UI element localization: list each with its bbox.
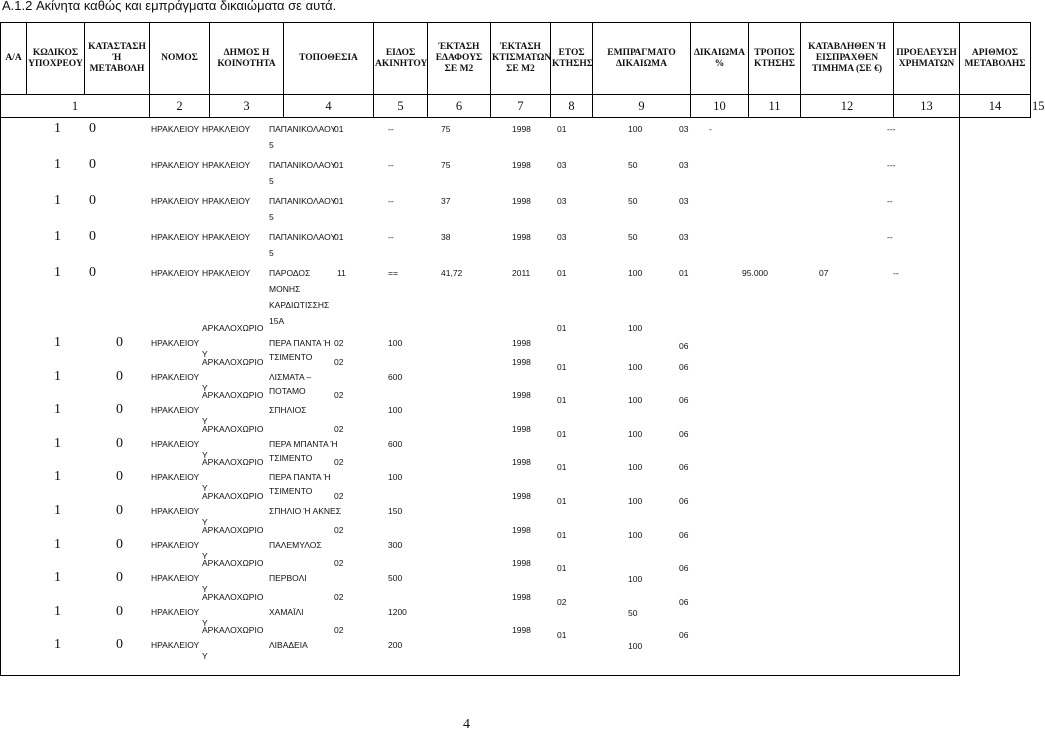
- header-pososto: ΔΙΚΑΙΩΜΑ %: [691, 23, 749, 95]
- header-edafos: ΈΚΤΑΣΗ ΕΔΑΦΟΥΣ ΣΕ Μ2: [428, 23, 491, 95]
- header-eidos: ΕΙΔΟΣ ΑΚΙΝΗΤΟΥ: [374, 23, 428, 95]
- row-tropos: 03: [679, 124, 689, 134]
- row-etos: 1998: [512, 591, 531, 602]
- row-tropos: 06: [679, 341, 689, 351]
- row-pososto: 50: [628, 607, 638, 618]
- row-etos: 1998: [512, 196, 531, 206]
- row-tropos: 06: [679, 428, 689, 439]
- row-pososto: 100: [628, 496, 643, 506]
- row-code: 0: [116, 435, 123, 451]
- row-dikaioma: 01: [557, 323, 567, 333]
- row-tropos: 03: [679, 232, 689, 242]
- row-topothesia: ΧΑΜΑΪΛΙ: [269, 606, 304, 617]
- row-nomos: ΗΡΑΚΛΕΙΟΥ: [151, 160, 200, 170]
- row-dikaioma: 01: [557, 361, 567, 372]
- row-code: 0: [116, 570, 123, 586]
- row-dimos: ΑΡΚΑΛΟΧΩΡΙΟ: [202, 356, 264, 367]
- row-code: 0: [89, 121, 96, 136]
- row-dimos: ΑΡΚΑΛΟΧΩΡΙΟ: [202, 558, 264, 569]
- colnum-10: 10: [691, 95, 749, 118]
- row-tropos: 06: [679, 630, 689, 641]
- row-etos: 1998: [512, 491, 531, 501]
- colnum-11: 11: [749, 95, 801, 118]
- row-eidos: 01: [334, 160, 344, 170]
- row-dikaioma: 01: [557, 529, 567, 540]
- row-dimos: ΑΡΚΑΛΟΧΩΡΙΟ: [202, 390, 264, 401]
- row-eidos: 02: [334, 591, 344, 602]
- header-dikaioma: ΕΜΠΡΑΓΜΑΤΟ ΔΙΚΑΙΩΜΑ: [593, 23, 691, 95]
- row-etos: 2011: [512, 268, 531, 278]
- row-topothesia: ΠΑΠΑΝΙΚΟΛΑΟΥ: [269, 196, 337, 206]
- row-dimos-2: Υ: [202, 382, 208, 393]
- row-topothesia: ΠΕΡΑ ΠΑΝΤΑ Ή: [269, 472, 331, 483]
- row-aa: 1: [54, 157, 61, 172]
- row-etos: 1998: [512, 338, 531, 348]
- row-code: 0: [89, 193, 96, 208]
- row-nomos: ΗΡΑΚΛΕΙΟΥ: [151, 232, 200, 242]
- row-nomos: ΗΡΑΚΛΕΙΟΥ: [151, 338, 200, 348]
- row-nomos: ΗΡΑΚΛΕΙΟΥ: [151, 438, 200, 449]
- row-dikaioma: 01: [557, 496, 567, 506]
- row-pososto: 100: [628, 323, 643, 333]
- row-edafos: --: [388, 160, 394, 170]
- row-aa: 1: [54, 402, 61, 418]
- row-etos: 1998: [512, 356, 531, 367]
- row-eidos: 02: [334, 558, 344, 569]
- row-nomos: ΗΡΑΚΛΕΙΟΥ: [151, 268, 200, 278]
- row-aa: 1: [54, 435, 61, 451]
- row-ktisma: 37: [441, 196, 451, 206]
- row-topothesia: ΛΙΣΜΑΤΑ –: [269, 371, 312, 382]
- row-dikaioma: 01: [557, 428, 567, 439]
- row-topothesia: ΠΑΠΑΝΙΚΟΛΑΟΥ: [269, 124, 337, 134]
- header-metavoli: ΑΡΙΘΜΟΣ ΜΕΤΑΒΟΛΗΣ: [960, 23, 1031, 95]
- row-nomos: ΗΡΑΚΛΕΙΟΥ: [151, 506, 200, 516]
- row-topothesia-2: ΤΣΙΜΕΝΤΟ: [269, 352, 313, 362]
- row-ktisma: 75: [441, 160, 451, 170]
- row-timima: 95.000: [742, 268, 768, 278]
- row-topothesia-2: 5: [269, 176, 274, 186]
- row-pososto: 100: [628, 641, 643, 652]
- row-topothesia: ΠΕΡΑ ΠΑΝΤΑ Ή: [269, 338, 331, 348]
- row-edafos: 600: [388, 371, 403, 382]
- row-topothesia: ΣΠΗΛΙΟΣ: [269, 405, 307, 416]
- row-topothesia-2: ΜΟΝΗΣ: [269, 284, 301, 294]
- row-dikaioma: 03: [557, 196, 567, 206]
- row-dikaioma: 02: [557, 596, 567, 607]
- row-code: 0: [116, 469, 123, 485]
- row-dikaioma: 01: [557, 395, 567, 406]
- row-nomos: ΗΡΑΚΛΕΙΟΥ: [151, 405, 200, 416]
- row-dimos-2: Υ: [202, 416, 208, 427]
- row-topothesia-2: 5: [269, 140, 274, 150]
- row-ktisma: 75: [441, 124, 451, 134]
- colnum-13: 13: [894, 95, 960, 118]
- row-tropos: 06: [679, 529, 689, 540]
- row-metavoli: --: [887, 232, 893, 242]
- row-topothesia-4: 15Α: [269, 316, 285, 326]
- row-aa: 1: [54, 335, 61, 350]
- row-edafos: 100: [388, 338, 403, 348]
- row-dimos: ΑΡΚΑΛΟΧΩΡΙΟ: [202, 423, 264, 434]
- row-pososto: 50: [628, 196, 638, 206]
- property-rows: [0, 116, 960, 676]
- row-dikaioma: 01: [557, 462, 567, 473]
- row-topothesia: ΛΙΒΑΔΕΙΑ: [269, 640, 308, 651]
- row-dikaioma: 01: [557, 124, 567, 134]
- header-tropos: ΤΡΟΠΟΣ ΚΤΗΣΗΣ: [749, 23, 801, 95]
- row-tropos: 06: [679, 596, 689, 607]
- row-aa: 1: [54, 229, 61, 244]
- row-dimos: ΑΡΚΑΛΟΧΩΡΙΟ: [202, 524, 264, 535]
- header-table: Α/Α ΚΩΔΙΚΟΣ ΥΠΟΧΡΕΟΥ ΚΑΤΑΣΤΑΣΗ Ή ΜΕΤΑΒΟΛΗ ΝΟΜΟΣ ΔΗΜΟΣ Η ΚΟΙΝΟΤΗΤΑ ΤΟΠΟΘΕΣΙΑ ΕΙΔΟΣ ΑΚΙΝΗΤΟΥ ΈΚΤΑΣΗ ΕΔΑΦΟΥΣ ΣΕ Μ2 ΈΚΤΑΣΗ ΚΤΙΣΜΑΤΩΝ ΣΕ Μ2 ΕΤΟΣ ΚΤΗΣΗΣ ΕΜΠΡΑΓΜΑΤΟ ΔΙΚΑΙΩΜΑ ΔΙΚΑΙΩΜΑ % ΤΡΟΠΟΣ ΚΤΗΣΗΣ ΚΑΤΑΒΛΗΘΕΝ Ή ΕΙΣΠΡΑΧΘΕΝ ΤΙΜΗΜΑ (ΣΕ €) ΠΡΟΕΛΕΥΣΗ ΧΡΗΜΑΤΩΝ ΑΡΙΘΜΟΣ ΜΕΤΑΒΟΛΗΣ 1 2 3 4 5 6 7 8 9 10 11 12 13 14 15: [0, 22, 1031, 118]
- row-nomos: ΗΡΑΚΛΕΙΟΥ: [151, 606, 200, 617]
- row-etos: 1998: [512, 124, 531, 134]
- row-topothesia: ΣΠΗΛΙΟ Ή ΑΚΝΕΣ: [269, 506, 341, 516]
- row-dimos-2: Υ: [202, 617, 208, 628]
- row-topothesia-2: ΠΟΤΑΜΟ: [269, 385, 306, 396]
- row-eidos: 01: [334, 232, 344, 242]
- row-pososto: 100: [628, 462, 643, 473]
- row-pososto: 100: [628, 124, 643, 134]
- colnum-9: 9: [593, 95, 691, 118]
- colnum-1: 1: [1, 95, 150, 118]
- row-nomos: ΗΡΑΚΛΕΙΟΥ: [151, 640, 200, 651]
- row-code: 0: [116, 536, 123, 552]
- colnum-8: 8: [551, 95, 593, 118]
- row-eidos: 02: [334, 625, 344, 636]
- row-code: 0: [116, 637, 123, 653]
- row-eidos: 02: [334, 457, 344, 468]
- colnum-7: 7: [491, 95, 551, 118]
- row-dimos: ΗΡΑΚΛΕΙΟΥ: [202, 232, 251, 242]
- row-code: 0: [116, 503, 123, 518]
- row-eidos: 02: [334, 423, 344, 434]
- colnum-4: 4: [284, 95, 374, 118]
- row-dimos: ΗΡΑΚΛΕΙΟΥ: [202, 124, 251, 134]
- row-edafos: 200: [388, 640, 403, 651]
- row-eidos: 01: [334, 124, 344, 134]
- row-aa: 1: [54, 193, 61, 208]
- row-topothesia: ΠΑΡΟΔΟΣ: [269, 268, 311, 278]
- row-etos: 1998: [512, 160, 531, 170]
- row-metavoli: --: [893, 268, 899, 278]
- header-timima: ΚΑΤΑΒΛΗΘΕΝ Ή ΕΙΣΠΡΑΧΘΕΝ ΤΙΜΗΜΑ (ΣΕ €): [801, 23, 894, 95]
- row-tropos: 01: [679, 268, 689, 278]
- row-etos: 1998: [512, 457, 531, 468]
- row-dimos: ΗΡΑΚΛΕΙΟΥ: [202, 268, 251, 278]
- row-dimos: ΑΡΚΑΛΟΧΩΡΙΟ: [202, 591, 264, 602]
- row-dimos: ΑΡΚΑΛΟΧΩΡΙΟ: [202, 491, 264, 501]
- row-dimos-2: Υ: [202, 517, 208, 527]
- row-dimos-2: Υ: [202, 584, 208, 595]
- row-tropos: 06: [679, 395, 689, 406]
- row-timima: -: [709, 124, 712, 134]
- row-metavoli: ---: [887, 124, 896, 134]
- page-number: 4: [463, 717, 470, 732]
- row-pososto: 100: [628, 395, 643, 406]
- row-tropos: 03: [679, 196, 689, 206]
- row-proeleusi: 07: [819, 268, 829, 278]
- row-metavoli: ---: [887, 160, 896, 170]
- header-proeleusi: ΠΡΟΕΛΕΥΣΗ ΧΡΗΜΑΤΩΝ: [894, 23, 960, 95]
- row-dimos-2: Υ: [202, 349, 208, 359]
- colnum-12: 12: [801, 95, 894, 118]
- row-dimos-2: Υ: [202, 651, 208, 662]
- row-topothesia: ΠΑΠΑΝΙΚΟΛΑΟΥ: [269, 160, 337, 170]
- row-topothesia: ΠΕΡΒΟΛΙ: [269, 573, 307, 584]
- row-edafos: --: [388, 196, 394, 206]
- row-dikaioma: 01: [557, 630, 567, 641]
- colnum-3: 3: [210, 95, 284, 118]
- row-ktisma: 41,72: [441, 268, 463, 278]
- row-aa: 1: [54, 368, 61, 384]
- row-eidos: 02: [334, 524, 344, 535]
- row-eidos: 01: [334, 196, 344, 206]
- row-dimos-2: Υ: [202, 550, 208, 561]
- row-dimos-2: Υ: [202, 449, 208, 460]
- row-dimos: ΗΡΑΚΛΕΙΟΥ: [202, 160, 251, 170]
- row-aa: 1: [54, 637, 61, 653]
- row-aa: 1: [54, 265, 61, 280]
- row-topothesia-2: 5: [269, 212, 274, 222]
- row-pososto: 50: [628, 160, 638, 170]
- row-edafos: 600: [388, 438, 403, 449]
- row-eidos: 02: [334, 356, 344, 367]
- row-pososto: 50: [628, 232, 638, 242]
- row-etos: 1998: [512, 524, 531, 535]
- row-dimos: ΑΡΚΑΛΟΧΩΡΙΟ: [202, 625, 264, 636]
- row-eidos: 02: [334, 338, 344, 348]
- header-dimos: ΔΗΜΟΣ Η ΚΟΙΝΟΤΗΤΑ: [210, 23, 284, 95]
- row-edafos: 500: [388, 573, 403, 584]
- row-dikaioma: 03: [557, 160, 567, 170]
- row-code: 0: [89, 229, 96, 244]
- colnum-14: 14: [960, 95, 1031, 118]
- row-edafos: 1200: [388, 606, 407, 617]
- row-edafos: ==: [388, 268, 398, 278]
- colnum-2: 2: [150, 95, 210, 118]
- row-dimos: ΑΡΚΑΛΟΧΩΡΙΟ: [202, 323, 264, 333]
- header-nomos: ΝΟΜΟΣ: [150, 23, 210, 95]
- row-aa: 1: [54, 536, 61, 552]
- row-nomos: ΗΡΑΚΛΕΙΟΥ: [151, 573, 200, 584]
- row-dikaioma: 01: [557, 563, 567, 574]
- row-eidos: 02: [334, 390, 344, 401]
- header-topothesia: ΤΟΠΟΘΕΣΙΑ: [284, 23, 374, 95]
- row-topothesia-3: ΚΑΡΔΙΩΤΙΣΣΗΣ: [269, 300, 330, 310]
- row-tropos: 06: [679, 361, 689, 372]
- header-etos: ΕΤΟΣ ΚΤΗΣΗΣ: [551, 23, 593, 95]
- row-dikaioma: 03: [557, 232, 567, 242]
- row-metavoli: --: [887, 196, 893, 206]
- row-code: 0: [116, 603, 123, 619]
- row-nomos: ΗΡΑΚΛΕΙΟΥ: [151, 371, 200, 382]
- header-ktisma: ΈΚΤΑΣΗ ΚΤΙΣΜΑΤΩΝ ΣΕ Μ2: [491, 23, 551, 95]
- row-pososto: 100: [628, 268, 643, 278]
- row-pososto: 100: [628, 574, 643, 585]
- row-tropos: 06: [679, 462, 689, 473]
- row-tropos: 06: [679, 563, 689, 574]
- row-aa: 1: [54, 121, 61, 136]
- row-edafos: 100: [388, 405, 403, 416]
- row-eidos: 02: [334, 491, 344, 501]
- header-status: ΚΑΤΑΣΤΑΣΗ Ή ΜΕΤΑΒΟΛΗ: [85, 23, 150, 95]
- colnum-6: 6: [428, 95, 491, 118]
- row-topothesia: ΠΑΛΕΜΥΛΟΣ: [269, 539, 322, 550]
- row-dimos-2: Υ: [202, 483, 208, 494]
- row-pososto: 100: [628, 529, 643, 540]
- row-ktisma: 38: [441, 232, 451, 242]
- row-topothesia-2: 5: [269, 248, 274, 258]
- row-code: 0: [89, 157, 96, 172]
- row-topothesia: ΠΑΠΑΝΙΚΟΛΑΟΥ: [269, 232, 337, 242]
- row-nomos: ΗΡΑΚΛΕΙΟΥ: [151, 196, 200, 206]
- row-edafos: 100: [388, 472, 403, 483]
- row-nomos: ΗΡΑΚΛΕΙΟΥ: [151, 124, 200, 134]
- row-tropos: 06: [679, 496, 689, 506]
- page-title: A.1.2 Ακίνητα καθώς και εμπράγματα δικαιώματα σε αυτά.: [2, 0, 337, 13]
- row-edafos: 150: [388, 506, 403, 516]
- row-nomos: ΗΡΑΚΛΕΙΟΥ: [151, 472, 200, 483]
- row-aa: 1: [54, 570, 61, 586]
- row-eidos: 11: [337, 268, 346, 278]
- row-topothesia: ΠΕΡΑ ΜΠΑΝΤΑ Ή: [269, 438, 338, 449]
- row-code: 0: [89, 265, 96, 280]
- row-edafos: --: [388, 124, 394, 134]
- header-aa: Α/Α: [1, 23, 27, 95]
- row-aa: 1: [54, 469, 61, 485]
- row-etos: 1998: [512, 558, 531, 569]
- colnum-5: 5: [374, 95, 428, 118]
- row-etos: 1998: [512, 232, 531, 242]
- row-edafos: --: [388, 232, 394, 242]
- row-topothesia-2: ΤΣΙΜΕΝΤΟ: [269, 486, 313, 497]
- row-pososto: 100: [628, 428, 643, 439]
- row-dimos: ΗΡΑΚΛΕΙΟΥ: [202, 196, 251, 206]
- row-topothesia-2: ΤΣΙΜΕΝΤΟ: [269, 452, 313, 463]
- row-code: 0: [116, 368, 123, 384]
- row-dimos: ΑΡΚΑΛΟΧΩΡΙΟ: [202, 457, 264, 468]
- row-tropos: 03: [679, 160, 689, 170]
- row-code: 0: [116, 402, 123, 418]
- row-pososto: 100: [628, 361, 643, 372]
- row-aa: 1: [54, 603, 61, 619]
- row-edafos: 300: [388, 539, 403, 550]
- row-nomos: ΗΡΑΚΛΕΙΟΥ: [151, 539, 200, 550]
- row-etos: 1998: [512, 390, 531, 401]
- row-etos: 1998: [512, 423, 531, 434]
- row-etos: 1998: [512, 625, 531, 636]
- header-code: ΚΩΔΙΚΟΣ ΥΠΟΧΡΕΟΥ: [27, 23, 85, 95]
- row-aa: 1: [54, 503, 61, 518]
- row-code: 0: [116, 335, 123, 350]
- row-dikaioma: 01: [557, 268, 567, 278]
